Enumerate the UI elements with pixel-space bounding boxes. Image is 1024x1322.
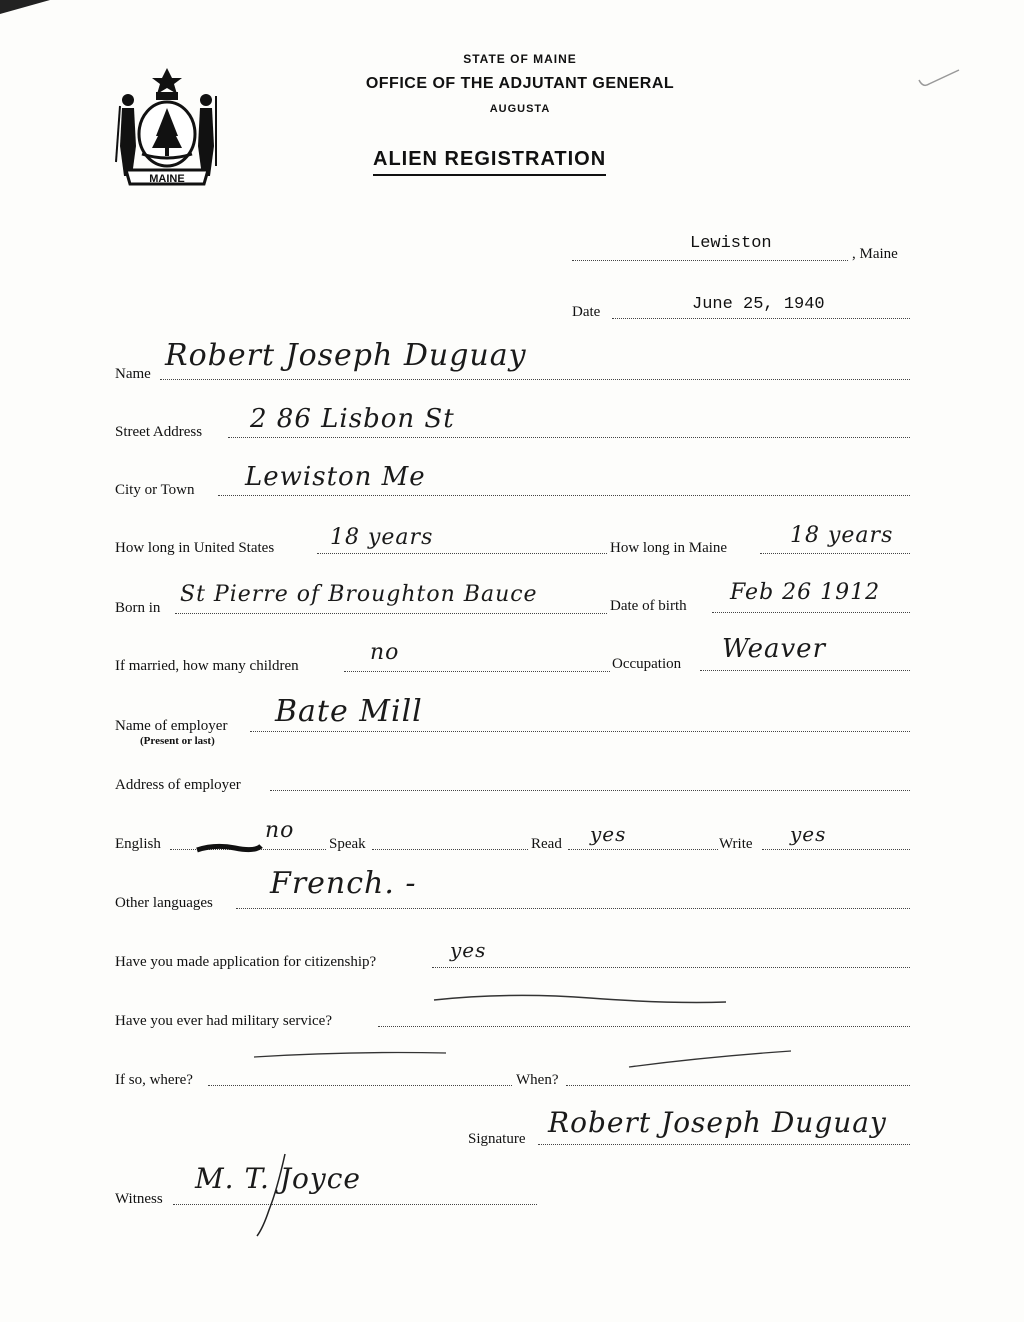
city-value[interactable]: Lewiston Me xyxy=(245,462,426,492)
maine-seal-icon xyxy=(112,66,222,188)
dob-value[interactable]: Feb 26 1912 xyxy=(730,580,881,605)
born-label: Born in xyxy=(115,600,161,616)
military-value[interactable] xyxy=(378,1026,910,1027)
name-value[interactable]: Robert Joseph Duguay xyxy=(165,338,527,373)
when-label: When? xyxy=(516,1072,559,1088)
street-label: Street Address xyxy=(115,424,203,440)
other-languages-value[interactable]: French. - xyxy=(270,866,417,901)
write-value[interactable]: yes xyxy=(790,822,827,846)
witness-flourish xyxy=(255,1150,295,1240)
signature-label: Signature xyxy=(468,1131,526,1147)
english-value[interactable]: no xyxy=(265,818,295,843)
dob-label: Date of birth xyxy=(610,598,687,614)
employer-address-label: Address of employer xyxy=(115,777,241,793)
when-value[interactable] xyxy=(566,1085,910,1086)
employer-address-value[interactable] xyxy=(270,790,910,791)
born-value[interactable]: St Pierre of Broughton Bauce xyxy=(180,582,538,607)
employer-sublabel: (Present or last) xyxy=(140,735,215,747)
us-years-label: How long in United States xyxy=(115,540,275,556)
header-city: AUGUSTA xyxy=(489,103,551,115)
header-office: OFFICE OF THE ADJUTANT GENERAL xyxy=(365,75,675,92)
other-languages-label: Other languages xyxy=(115,895,213,911)
dash-line-mark-2 xyxy=(250,1045,450,1065)
occupation-value[interactable]: Weaver xyxy=(722,634,826,664)
signature-value[interactable]: Robert Joseph Duguay xyxy=(548,1106,887,1139)
occupation-label: Occupation xyxy=(612,656,682,672)
military-label: Have you ever had military service? xyxy=(115,1013,332,1029)
maine-years-value[interactable]: 18 years xyxy=(790,523,894,548)
date-value: June 25, 1940 xyxy=(692,295,825,314)
english-label: English xyxy=(115,836,161,852)
name-label: Name xyxy=(115,366,151,382)
where-value[interactable] xyxy=(208,1085,512,1086)
header-state: STATE OF MAINE xyxy=(463,52,577,66)
read-label: Read xyxy=(531,836,562,852)
city-label: City or Town xyxy=(115,482,195,498)
speak-label: Speak xyxy=(329,836,366,852)
employer-label: Name of employer xyxy=(115,718,228,734)
dash-line-mark xyxy=(430,990,730,1010)
where-label: If so, where? xyxy=(115,1072,193,1088)
citizenship-label: Have you made application for citizenship? xyxy=(115,954,377,970)
scribble-strikeout xyxy=(195,838,265,858)
street-value[interactable]: 2 86 Lisbon St xyxy=(250,404,455,434)
maine-years-label: How long in Maine xyxy=(610,540,728,556)
children-value[interactable]: no xyxy=(370,640,400,665)
read-value[interactable]: yes xyxy=(590,822,627,846)
write-label: Write xyxy=(719,836,753,852)
employer-value[interactable]: Bate Mill xyxy=(275,694,423,729)
date-label: Date xyxy=(572,304,601,320)
children-label: If married, how many children xyxy=(115,658,299,674)
citizenship-value[interactable]: yes xyxy=(450,938,487,962)
us-years-value[interactable]: 18 years xyxy=(330,525,434,550)
check-mark xyxy=(915,62,965,92)
location-value: Lewiston xyxy=(690,234,772,253)
witness-label: Witness xyxy=(115,1191,163,1207)
seal-text: MAINE xyxy=(149,173,185,185)
speak-value[interactable] xyxy=(372,849,528,850)
location-suffix: , Maine xyxy=(852,246,898,262)
scan-corner-mark xyxy=(0,0,60,20)
form-title: ALIEN REGISTRATION xyxy=(373,148,606,176)
dash-line-mark-3 xyxy=(625,1045,795,1075)
witness-value[interactable]: M. T. Joyce xyxy=(195,1162,361,1195)
